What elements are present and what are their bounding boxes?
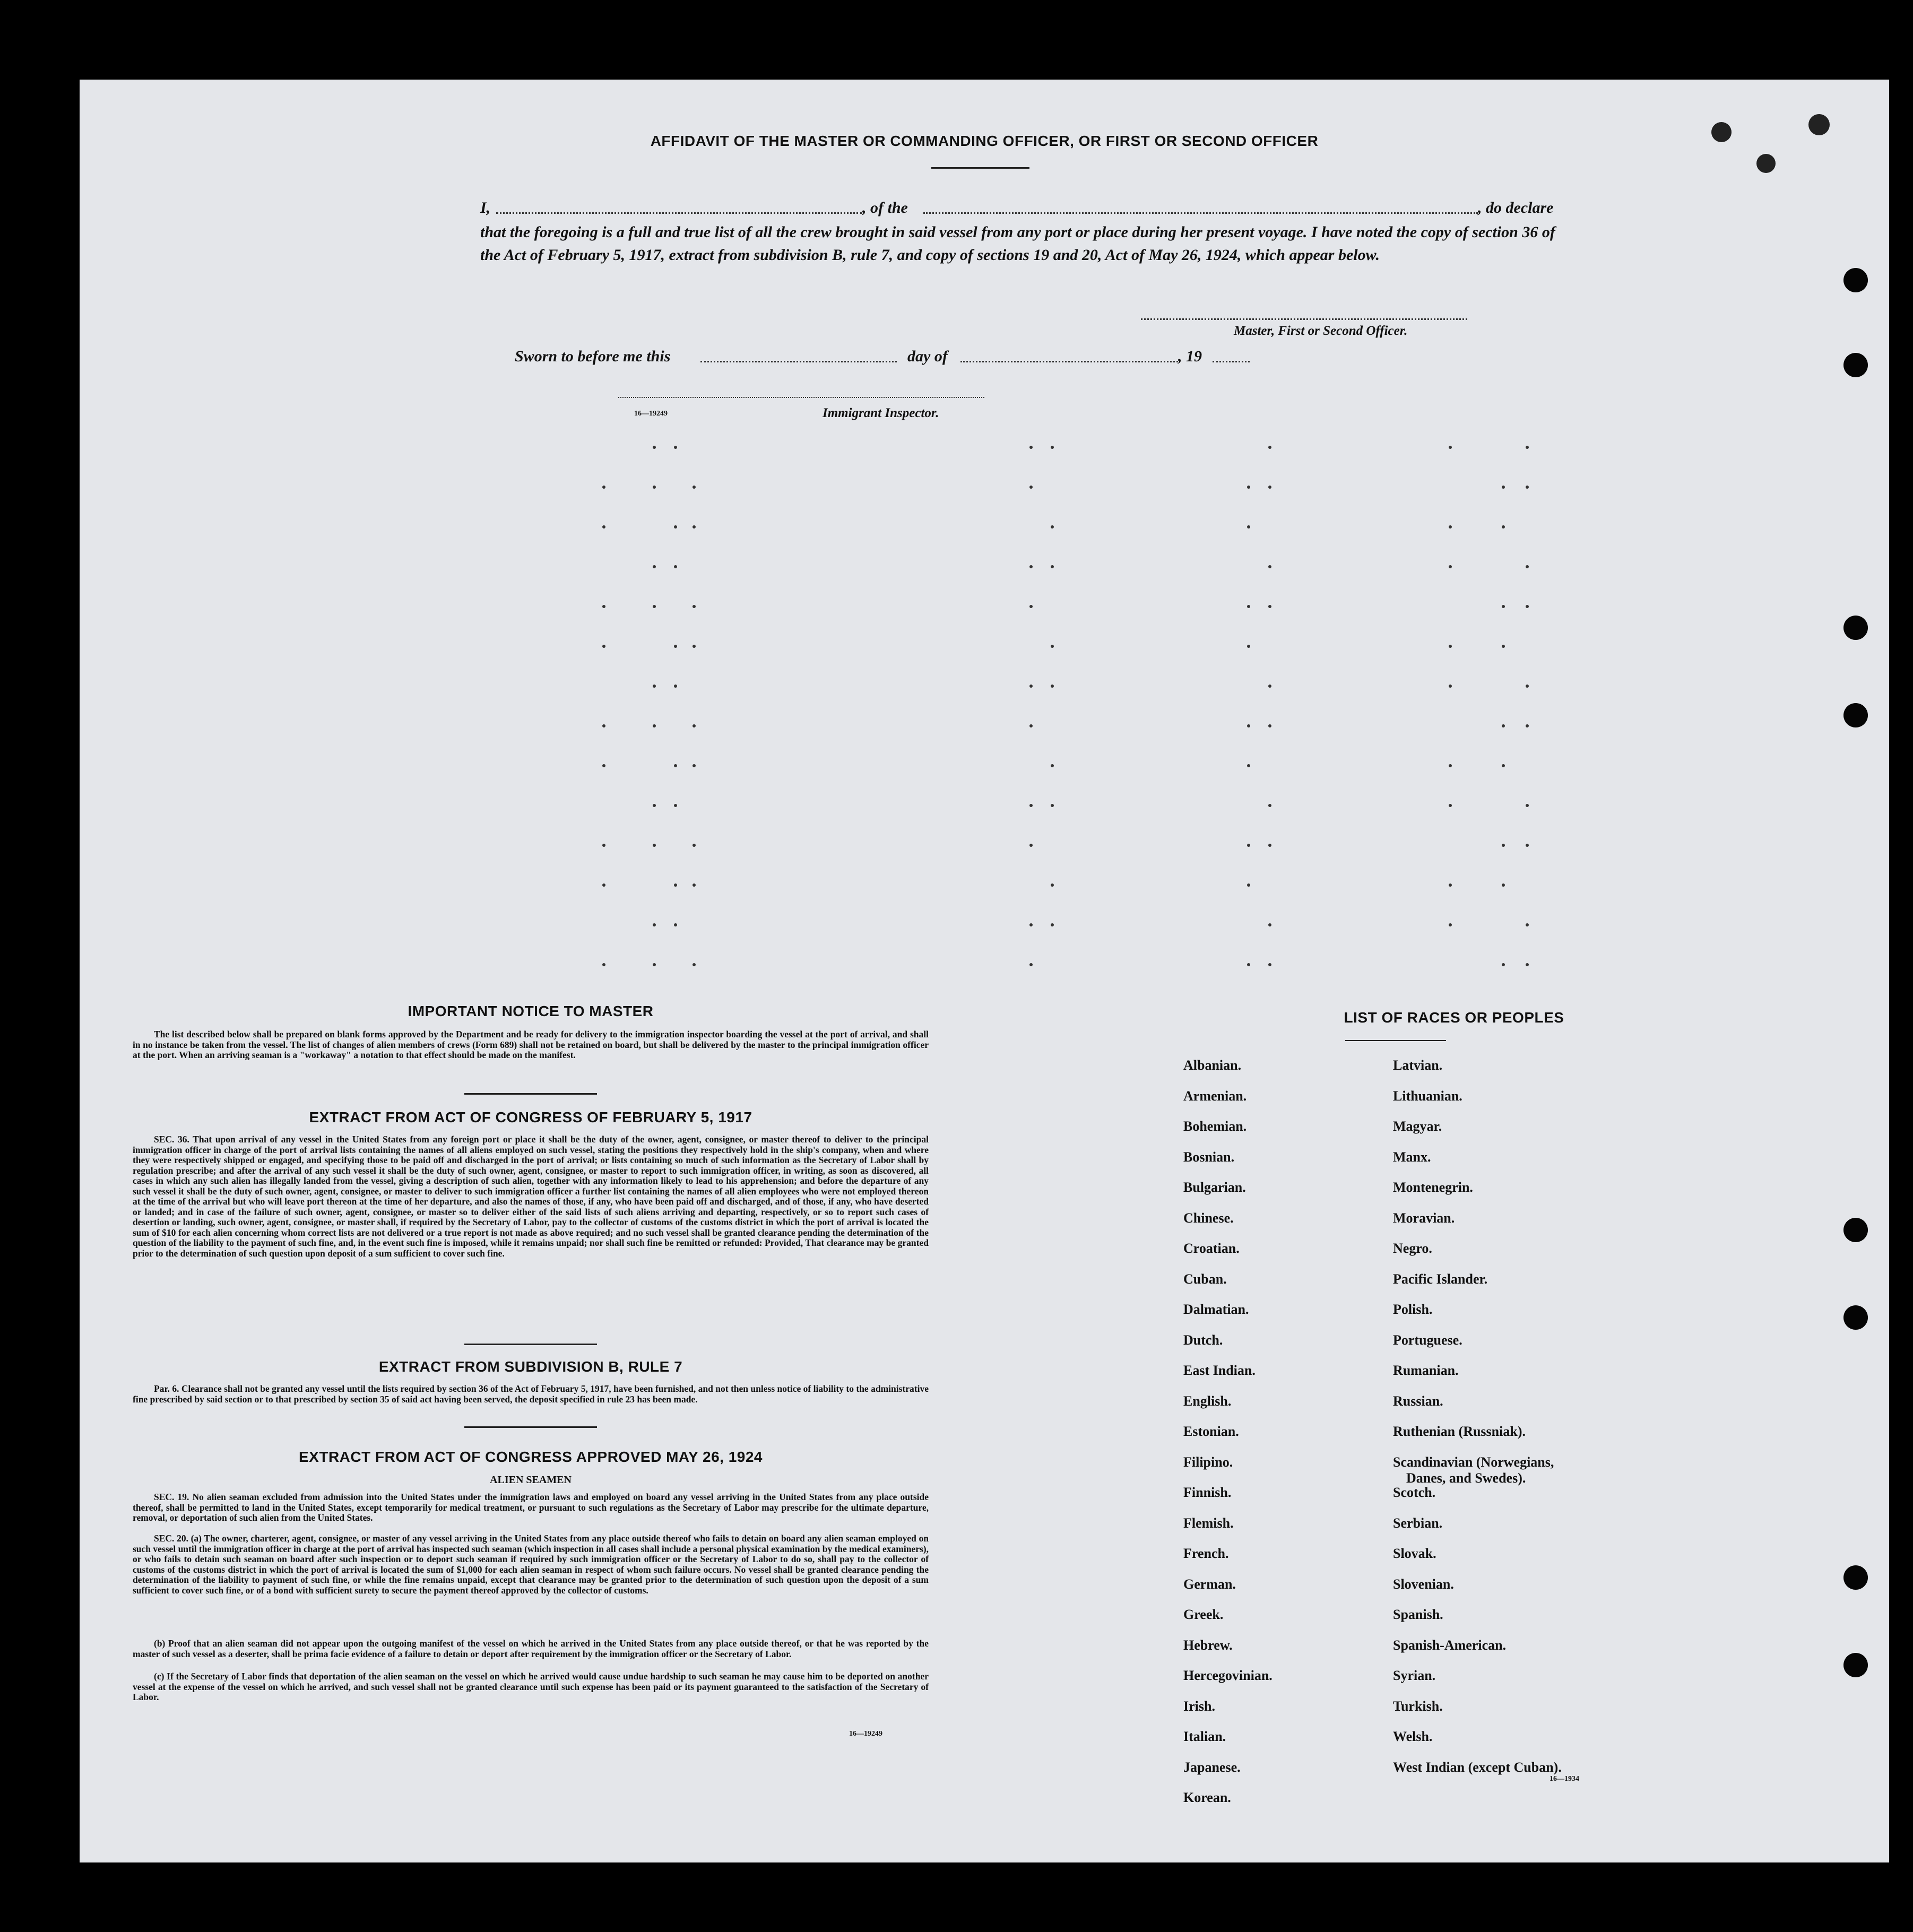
- race-item: Manx.: [1393, 1149, 1431, 1165]
- race-item: Magyar.: [1393, 1119, 1442, 1134]
- race-item: Bohemian.: [1183, 1119, 1247, 1134]
- race-item: Bosnian.: [1183, 1149, 1235, 1165]
- ruling-dot: [1029, 605, 1033, 608]
- race-item: Flemish.: [1183, 1515, 1234, 1531]
- ruling-dot: [1051, 923, 1054, 926]
- ruling-dot: [674, 446, 677, 449]
- ruling-dot: [693, 844, 696, 847]
- extract-1924-sec20b: (b) Proof that an alien seaman did not appear upon the outgoing manifest of the vessel on which he arrived in the United States from any place outside thereof, or that he was reported by the master of such vessel as a deserter, shall be prima facie evidence of a failure to detain or deport after requirement by the immigration officer or the Secretary of Labor.: [133, 1638, 929, 1659]
- ruling-dot: [653, 565, 656, 568]
- ruling-dot: [1029, 804, 1033, 807]
- ruling-dot: [1029, 724, 1033, 727]
- ruling-dot: [1051, 645, 1054, 648]
- extract-1924-title: EXTRACT FROM ACT OF CONGRESS APPROVED MAY 26, 1924: [299, 1449, 763, 1465]
- extract-1917-rule: [464, 1344, 597, 1345]
- race-item: Negro.: [1393, 1241, 1432, 1256]
- binder-hole: [1843, 353, 1868, 377]
- ruling-dot: [1029, 685, 1033, 688]
- race-item: West Indian (except Cuban).: [1393, 1759, 1562, 1775]
- ruling-dot: [653, 724, 656, 727]
- race-item: Korean.: [1183, 1790, 1231, 1805]
- race-item: Slovak.: [1393, 1546, 1436, 1561]
- race-item: Polish.: [1393, 1302, 1433, 1317]
- ruling-dot: [674, 804, 677, 807]
- ruling-dot: [1526, 923, 1529, 926]
- ruling-dot: [1502, 963, 1505, 966]
- notice-title: IMPORTANT NOTICE TO MASTER: [408, 1003, 654, 1019]
- ruling-dot: [653, 923, 656, 926]
- ruling-dot: [1526, 486, 1529, 489]
- inspector-label: Immigrant Inspector.: [823, 406, 939, 420]
- ruling-dot: [693, 486, 696, 489]
- extract-1917-title: EXTRACT FROM ACT OF CONGRESS OF FEBRUARY 5, 1917: [309, 1109, 752, 1125]
- race-item: Danes, and Swedes).: [1406, 1470, 1526, 1486]
- ruling-dot: [1247, 844, 1250, 847]
- declare-label: , do declare: [1478, 199, 1554, 216]
- ruling-dot: [1526, 446, 1529, 449]
- ruling-dot: [1029, 923, 1033, 926]
- ruling-dot: [1029, 565, 1033, 568]
- extract-1924-sec20c: (c) If the Secretary of Labor finds that deportation of the alien seaman on the vessel on which he arrived would cause undue hardship to such seaman he may cause him to be deported on another vessel at the expense of the vessel on which he arrived, and such vessel shall not be granted clearance until such expense has been paid or its payment guaranteed to the satisfaction of the Secretary of Labor.: [133, 1671, 929, 1702]
- ruling-dot: [602, 844, 605, 847]
- ruling-dot: [1449, 645, 1452, 648]
- races-form-number: 16—1934: [1550, 1775, 1579, 1783]
- race-item: Dutch.: [1183, 1332, 1223, 1348]
- ruling-dot: [674, 883, 677, 887]
- race-item: Lithuanian.: [1393, 1088, 1462, 1104]
- ruling-dot: [1247, 605, 1250, 608]
- ruling-dot: [1268, 486, 1271, 489]
- ruling-dot: [1502, 724, 1505, 727]
- master-signature-field[interactable]: [1141, 318, 1467, 320]
- subdivision-b-title: EXTRACT FROM SUBDIVISION B, RULE 7: [378, 1358, 683, 1375]
- day-of-label: day of: [907, 348, 948, 365]
- ruling-dot: [1247, 645, 1250, 648]
- race-item: Italian.: [1183, 1729, 1226, 1744]
- ruling-dot: [653, 486, 656, 489]
- ruling-dot: [602, 486, 605, 489]
- vessel-name-field[interactable]: [923, 212, 1478, 214]
- ruling-dot: [693, 963, 696, 966]
- ruling-dot: [1449, 525, 1452, 529]
- ruling-dot: [1526, 844, 1529, 847]
- race-item: Finnish.: [1183, 1485, 1232, 1500]
- race-item: Bulgarian.: [1183, 1180, 1246, 1195]
- race-item: Montenegrin.: [1393, 1180, 1473, 1195]
- ruling-dot: [1029, 963, 1033, 966]
- race-item: East Indian.: [1183, 1363, 1256, 1378]
- binder-hole: [1843, 703, 1868, 727]
- ruling-dot: [1502, 486, 1505, 489]
- ruling-dot: [693, 605, 696, 608]
- race-item: Rumanian.: [1393, 1363, 1459, 1378]
- ruling-dot: [1526, 804, 1529, 807]
- ruling-dot: [1526, 963, 1529, 966]
- ruling-dot: [602, 724, 605, 727]
- form-sheet: [80, 80, 1889, 1862]
- race-item: French.: [1183, 1546, 1229, 1561]
- extract-1924-sec19: SEC. 19. No alien seaman excluded from admission into the United States under the immigration laws and employed on board any vessel arriving in the United States from any place outside thereof, shall be permitted to land in the United States, except temporarily for medical treatment, or pursuant to such regulations as the Secretary of Labor may prescribe for the ultimate departure, removal, or deportation of such alien from the United States.: [133, 1492, 929, 1523]
- sworn-date-field[interactable]: [700, 361, 897, 362]
- race-item: Irish.: [1183, 1698, 1215, 1714]
- ruling-dot: [1502, 525, 1505, 529]
- race-item: Estonian.: [1183, 1424, 1239, 1439]
- ruling-dot: [1526, 685, 1529, 688]
- year-label: , 19: [1178, 348, 1202, 365]
- ruling-dot: [653, 605, 656, 608]
- ruling-dot: [674, 645, 677, 648]
- ruling-dot: [1502, 844, 1505, 847]
- ruling-dot: [602, 963, 605, 966]
- ink-speck: [1808, 114, 1830, 135]
- binder-hole: [1843, 616, 1868, 640]
- ink-speck: [1711, 122, 1732, 142]
- race-item: Russian.: [1393, 1393, 1443, 1409]
- race-item: Chinese.: [1183, 1210, 1234, 1226]
- race-item: German.: [1183, 1576, 1236, 1592]
- ruling-dot: [1526, 724, 1529, 727]
- ruling-dot: [1268, 685, 1271, 688]
- ruling-dot: [1051, 883, 1054, 887]
- ruling-dot: [1247, 724, 1250, 727]
- race-item: Albanian.: [1183, 1058, 1242, 1073]
- binder-hole: [1843, 1565, 1868, 1590]
- declarant-name-field[interactable]: [496, 212, 862, 214]
- race-item: Armenian.: [1183, 1088, 1247, 1104]
- race-item: Pacific Islander.: [1393, 1271, 1488, 1287]
- race-item: Ruthenian (Russniak).: [1393, 1424, 1526, 1439]
- ruling-dot: [1449, 883, 1452, 887]
- sworn-year-field[interactable]: [1213, 361, 1250, 362]
- ruling-dot: [693, 525, 696, 529]
- ruling-dot: [1051, 804, 1054, 807]
- ruling-dot: [1247, 883, 1250, 887]
- alien-seamen-subtitle: ALIEN SEAMEN: [490, 1474, 572, 1486]
- race-item: Moravian.: [1393, 1210, 1455, 1226]
- ruling-dot: [653, 963, 656, 966]
- binder-hole: [1843, 1653, 1868, 1677]
- ruling-dot: [1247, 525, 1250, 529]
- ruling-dot: [1268, 565, 1271, 568]
- race-item: Turkish.: [1393, 1698, 1443, 1714]
- race-item: Portuguese.: [1393, 1332, 1462, 1348]
- title-rule: [931, 167, 1029, 169]
- affidavit-statement: that the foregoing is a full and true list of all the crew brought in said vessel from any port or place during her present voyage. I have noted the copy of section 36 of the Act of February 5, 1917, extract from subdivision B, rule 7, and copy of sections 19 and 20, Act of May 26, 1924, which appear below.: [480, 223, 1555, 264]
- ruling-dot: [1051, 525, 1054, 529]
- ruling-dot: [1268, 923, 1271, 926]
- race-item: Japanese.: [1183, 1759, 1241, 1775]
- ruling-dot: [653, 685, 656, 688]
- ruling-dot: [1268, 724, 1271, 727]
- ruling-dot: [1268, 844, 1271, 847]
- ruling-dot: [1247, 486, 1250, 489]
- master-signature-label: Master, First or Second Officer.: [1234, 324, 1408, 338]
- race-item: Cuban.: [1183, 1271, 1227, 1287]
- ruling-dot: [693, 883, 696, 887]
- ruling-dot: [674, 525, 677, 529]
- ruling-dot: [1051, 685, 1054, 688]
- race-item: Syrian.: [1393, 1668, 1436, 1683]
- race-item: Hebrew.: [1183, 1637, 1233, 1653]
- ruling-dot: [653, 844, 656, 847]
- ruling-dot: [1029, 844, 1033, 847]
- ruling-dot: [602, 883, 605, 887]
- binder-hole: [1843, 1218, 1868, 1242]
- ruling-dot: [693, 724, 696, 727]
- affidavit-form-number: 16—19249: [634, 410, 668, 418]
- ruling-dot: [1268, 804, 1271, 807]
- ruling-dot: [1449, 804, 1452, 807]
- declarant-label: I,: [480, 199, 491, 216]
- ink-speck: [1756, 154, 1776, 173]
- subdivision-b-body: Par. 6. Clearance shall not be granted any vessel until the lists required by section 36 of the Act of February 5, 1917, have been furnished, and not then unless notice of liability to the administrative fine prescribed by said section or to that prescribed by section 35 of said act having been served, the deposit specified in rule 23 has been made.: [133, 1383, 929, 1405]
- affidavit-title: AFFIDAVIT OF THE MASTER OR COMMANDING OFFICER, OR FIRST OR SECOND OFFICER: [650, 133, 1319, 149]
- race-item: Serbian.: [1393, 1515, 1443, 1531]
- ruling-dot: [1051, 565, 1054, 568]
- ruling-dot: [1502, 764, 1505, 767]
- ruling-dot: [674, 565, 677, 568]
- ruling-dot: [674, 764, 677, 767]
- ruling-dot: [1449, 685, 1452, 688]
- ruling-dot: [674, 923, 677, 926]
- race-item: Filipino.: [1183, 1454, 1233, 1470]
- sworn-month-field[interactable]: [960, 361, 1178, 362]
- ruling-dot: [674, 685, 677, 688]
- ruling-dot: [1502, 645, 1505, 648]
- ruling-dot: [653, 446, 656, 449]
- ruling-dot: [602, 605, 605, 608]
- races-rule: [1345, 1040, 1446, 1041]
- races-title: LIST OF RACES OR PEOPLES: [1344, 1009, 1564, 1026]
- notice-rule: [464, 1093, 597, 1095]
- ruling-dot: [1449, 764, 1452, 767]
- extract-form-number: 16—19249: [849, 1730, 882, 1738]
- ruling-dot: [1268, 963, 1271, 966]
- ruling-dot: [602, 764, 605, 767]
- race-item: Slovenian.: [1393, 1576, 1454, 1592]
- race-item: Dalmatian.: [1183, 1302, 1249, 1317]
- ruling-dot: [653, 804, 656, 807]
- notice-body: The list described below shall be prepared on blank forms approved by the Department and be ready for delivery to the immigration inspector boarding the vessel at the port of arrival, and shall in no instance be taken from the vessel. The list of changes of alien members of crews (Form 689) shall not be retained on board, but shall be delivered by the master to the principal immigration officer at the port. When an arriving seaman is a "workaway" a notation to that effect should be made on the manifest.: [133, 1029, 929, 1060]
- of-the-label: , of the: [862, 199, 908, 216]
- race-item: Spanish-American.: [1393, 1637, 1507, 1653]
- ruling-dot: [1449, 565, 1452, 568]
- ruling-dot: [602, 645, 605, 648]
- inspector-signature-field[interactable]: [618, 397, 984, 398]
- ruling-dot: [1449, 446, 1452, 449]
- race-item: Greek.: [1183, 1607, 1224, 1622]
- ruling-dot: [602, 525, 605, 529]
- ruling-dot: [1449, 923, 1452, 926]
- race-item: Scandinavian (Norwegians,: [1393, 1454, 1554, 1470]
- ruling-dot: [1502, 883, 1505, 887]
- ruling-dot: [693, 764, 696, 767]
- ruling-dot: [1268, 446, 1271, 449]
- subdivision-b-rule: [464, 1426, 597, 1428]
- ruling-dot: [1502, 605, 1505, 608]
- race-item: Scotch.: [1393, 1485, 1436, 1500]
- ruling-dot: [693, 645, 696, 648]
- ruling-dot: [1526, 605, 1529, 608]
- race-item: Croatian.: [1183, 1241, 1240, 1256]
- ruling-dot: [1029, 486, 1033, 489]
- binder-hole: [1843, 268, 1868, 292]
- race-item: Spanish.: [1393, 1607, 1443, 1622]
- sworn-label: Sworn to before me this: [515, 348, 671, 365]
- binder-hole: [1843, 1305, 1868, 1330]
- ruling-dot: [1268, 605, 1271, 608]
- ruling-dot: [1526, 565, 1529, 568]
- ruling-dot: [1029, 446, 1033, 449]
- race-item: Latvian.: [1393, 1058, 1443, 1073]
- ruling-dot: [1247, 764, 1250, 767]
- race-item: Hercegovinian.: [1183, 1668, 1273, 1683]
- extract-1924-sec20a: SEC. 20. (a) The owner, charterer, agent, consignee, or master of any vessel arriving in the United States from any place outside thereof who fails to detain on board any alien seaman employed on such vessel until the immigration officer in charge at the port of arrival has inspected such seaman (which inspection in all cases shall include a personal physical examination by the medical examiners), or who fails to detain such seaman on board after such inspection or to deport such seaman if required by such immigration officer or the Secretary of Labor to do so, shall pay to the collector of customs of the customs district in which the port of arrival is located the sum of $1,000 for each alien seaman in respect of whom such failure occurs. No vessel shall be granted clearance pending the determination of the liability to payment of such fine, or while the fine remains unpaid, except that clearance may be granted prior to the determination of such question upon the deposit of a sum sufficient to cover such fine, or of a bond with sufficient surety to secure the payment thereof approved by the collector of customs.: [133, 1533, 929, 1596]
- race-item: English.: [1183, 1393, 1232, 1409]
- race-item: Welsh.: [1393, 1729, 1433, 1744]
- extract-1917-body: SEC. 36. That upon arrival of any vessel in the United States from any foreign port or place it shall be the duty of the owner, agent, consignee, or master thereof to deliver to the principal immigration officer in charge of the port of arrival lists containing the names of all aliens employed on such vessel, stating the positions they respectively hold in the ship's company, when and where they were respectively shipped or engaged, and specifying those to be paid off and discharged in the port of arrival; or lists containing so much of such information as the Secretary of Labor shall by regulation prescribe; and after the arrival of any such vessel it shall be the duty of such owner, agent, consignee, or master to report to such immigration officer, in writing, as soon as discovered, all cases in which any such alien has illegally landed from the vessel, giving a description of such alien, together with any information likely to lead to his apprehension; and before the departure of any such vessel it shall be the duty of such owner, agent, consignee, or master to deliver to such immigration officer a further list containing the names of all alien employees who were not employed thereon at the time of the arrival but who will leave port thereon at the time of her departure, and also the names of those, if any, who have been paid off and discharged, and of those, if any, who have deserted or landed; and in case of the failure of such owner, agent, consignee, or master so to deliver either of the said lists of such aliens arriving and departing, respectively, or so to report such cases of desertion or landing, such owner, agent, consignee, or master shall, if required by the Secretary of Labor, pay to the collector of customs of the customs district in which the port of arrival is located the sum of $10 for each alien concerning whom correct lists are not delivered or a true report is not made as above required; and no such vessel shall be granted clearance pending the determination of the question of the liability to the payment of such fine, and, in the event such fine is imposed, while it remains unpaid; nor shall such fine be remitted or refunded: Provided, That clearance may be granted prior to the determination of such question upon deposit of a sum sufficient to cover such fine.: [133, 1134, 929, 1259]
- ruling-dot: [1051, 764, 1054, 767]
- ruling-dot: [1051, 446, 1054, 449]
- ruling-dot: [1247, 963, 1250, 966]
